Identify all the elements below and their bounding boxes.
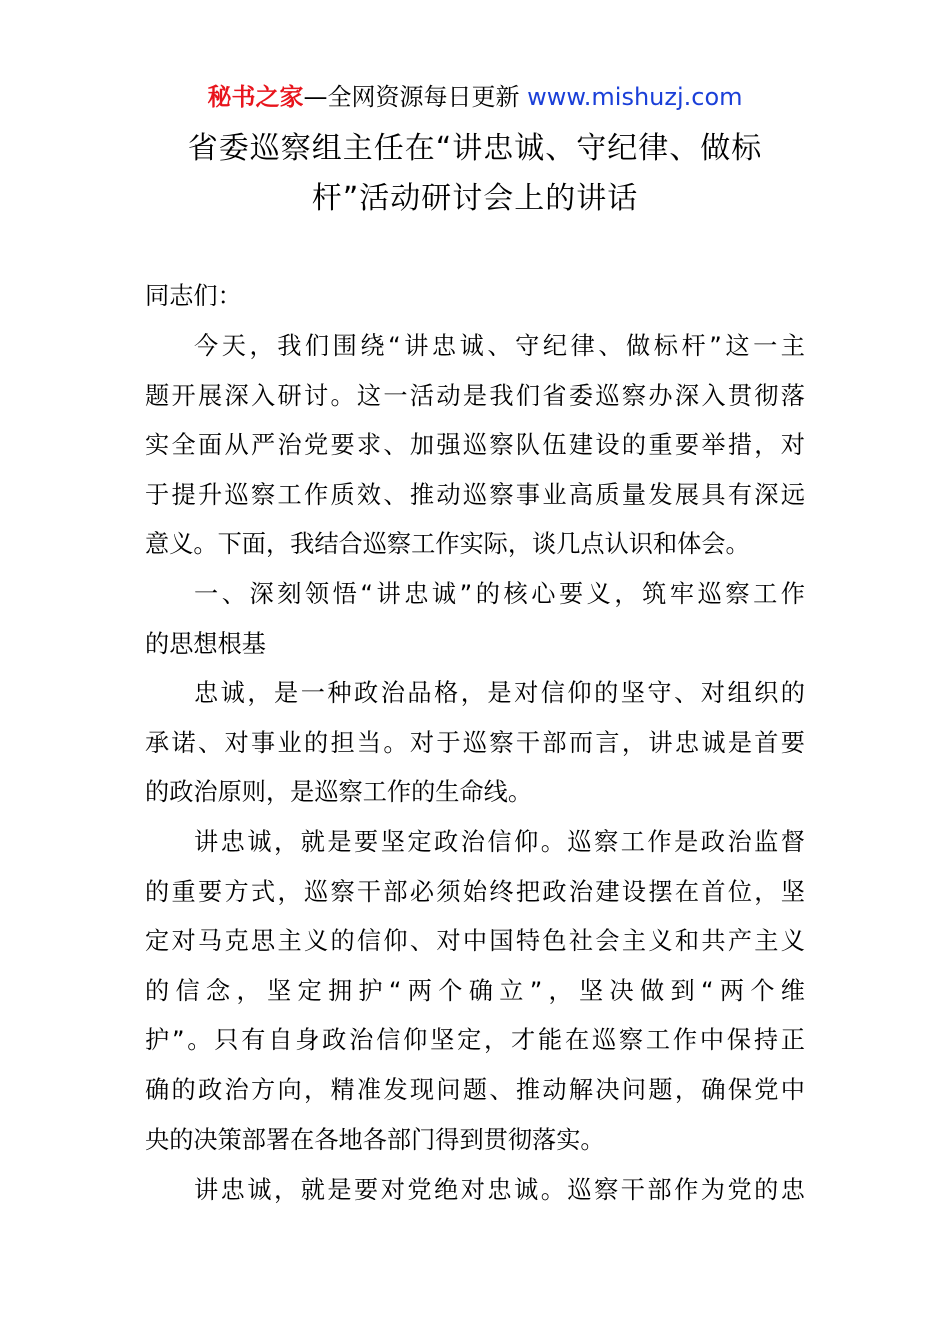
paragraph-line: 于提升巡察工作质效、推动巡察事业高质量发展具有深远: [145, 480, 805, 509]
paragraph-line: 忠诚，是一种政治品格，是对信仰的坚守、对组织的: [194, 679, 805, 707]
paragraph-line: 讲忠诚，就是要坚定政治信仰。巡察工作是政治监督: [194, 828, 805, 856]
paragraph-line: 定对马克思主义的信仰、对中国特色社会主义和共产主义: [145, 927, 805, 956]
paragraph-political-belief: [145, 818, 805, 1165]
salutation: [145, 272, 805, 322]
document-title: [145, 124, 805, 224]
heading-line: 一、深刻领悟“讲忠诚”的核心要义，筑牢巡察工作: [194, 580, 805, 608]
paragraph-loyalty-definition: [145, 669, 805, 818]
paragraph-line: 意义。下面，我结合巡察工作实际，谈几点认识和体会。: [145, 530, 750, 559]
title-line: 省委巡察组主任在“讲忠诚、守纪律、做标: [187, 131, 763, 166]
paragraph-line: 题开展深入研讨。这一活动是我们省委巡察办深入贯彻落: [145, 381, 805, 410]
section-heading-1: [145, 570, 805, 669]
paragraph-line: 今天，我们围绕“讲忠诚、守纪律、做标杆”这一主: [194, 332, 805, 360]
title-line: 杆”活动研讨会上的讲话: [311, 181, 639, 216]
site-url-link[interactable]: www.mishuzj.com: [527, 83, 743, 111]
paragraph-line: 实全面从严治党要求、加强巡察队伍建设的重要举措，对: [145, 431, 805, 460]
paragraph-line: 的重要方式，巡察干部必须始终把政治建设摆在首位，坚: [145, 877, 805, 906]
paragraph-line: 承诺、对事业的担当。对于巡察干部而言，讲忠诚是首要: [145, 728, 805, 757]
header-tagline: —全网资源每日更新: [303, 83, 528, 111]
paragraph-absolute-loyalty: [145, 1166, 805, 1216]
paragraph-line: 的信念，坚定拥护“两个确立”，坚决做到“两个维: [145, 976, 805, 1005]
brand-name: 秘书之家: [207, 83, 304, 111]
paragraph-line: 的政治原则，是巡察工作的生命线。: [145, 778, 533, 807]
paragraph-intro: [145, 322, 805, 570]
site-header: [0, 80, 950, 114]
paragraph-line: 央的决策部署在各地各部门得到贯彻落实。: [145, 1125, 605, 1154]
paragraph-line: 确的政治方向，精准发现问题、推动解决问题，确保党中: [145, 1075, 805, 1104]
paragraph-line: 护”。只有自身政治信仰坚定，才能在巡察工作中保持正: [145, 1026, 805, 1055]
paragraph-line: 讲忠诚，就是要对党绝对忠诚。巡察干部作为党的忠: [194, 1176, 805, 1204]
salutation-text: 同志们：: [145, 282, 242, 310]
heading-line: 的思想根基: [145, 629, 266, 658]
